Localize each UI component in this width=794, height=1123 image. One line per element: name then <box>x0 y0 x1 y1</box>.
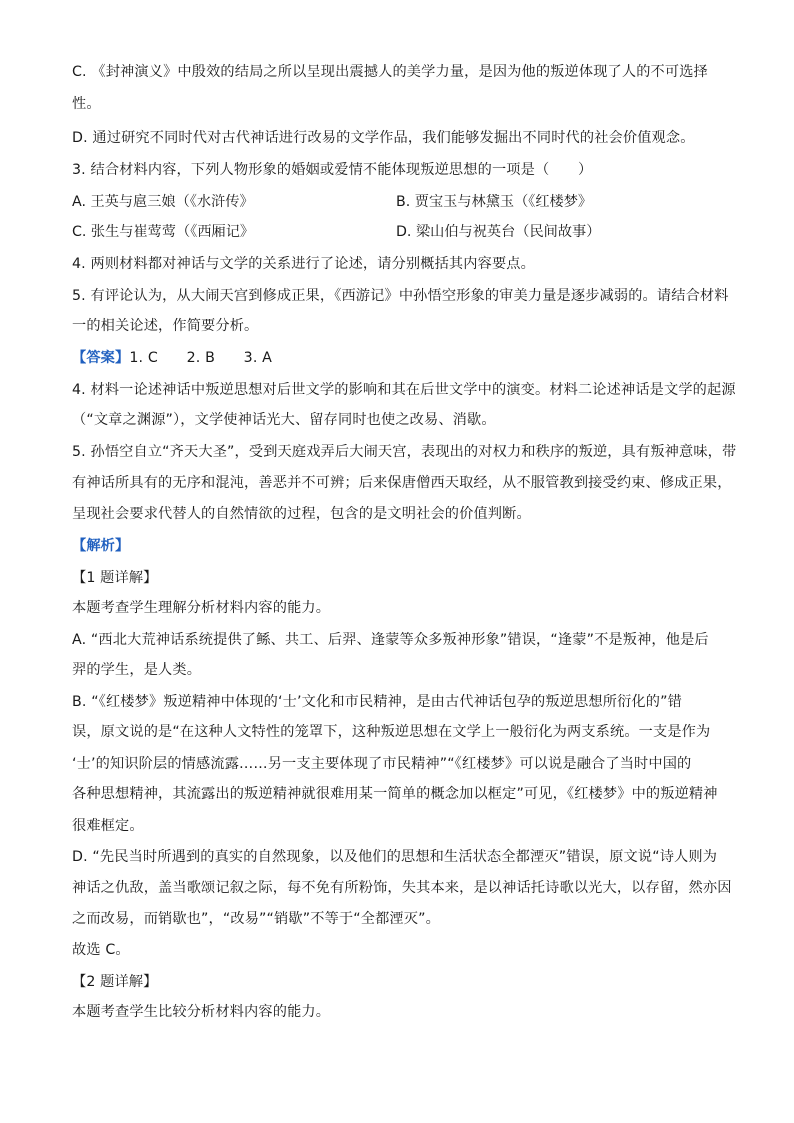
answer-values: 1. C 2. B 3. A <box>129 350 272 366</box>
question-5-line1: 5. 有评论认为，从大闹天宫到修成正果，《西游记》中孙悟空形象的审美力量是逐步减弱的。请结合材料 <box>72 288 729 304</box>
question-3: 3. 结合材料内容，下列人物形象的婚姻或爱情不能体现叛逆思想的一项是（ ） <box>72 162 593 178</box>
analysis-label: 【解析】 <box>72 538 130 554</box>
option-c-line2: 性。 <box>72 96 101 112</box>
answer-4-line1: 4. 材料一论述神话中叛逆思想对后世文学的影响和其在后世文学中的演变。材料二论述神话是文学的起源 <box>72 382 736 398</box>
answer-label: 【答案】 <box>72 350 130 366</box>
detail-2-label: 【2 题详解】 <box>72 974 158 990</box>
detail-1-intro: 本题考查学生理解分析材料内容的能力。 <box>72 600 331 616</box>
detail-1-b-line2: 误，原文说的是“在这种人文特性的笼罩下，这种叛逆思想在文学上一般衍化为两支系统。一支是作为 <box>72 724 711 740</box>
q3-option-a: A. 王英与扈三娘（《水浒传》 <box>72 194 254 210</box>
detail-1-b-line5: 很难框定。 <box>72 818 144 834</box>
answer-row <box>72 348 272 368</box>
detail-1-b-line4: 各种思想精神，其流露出的叛逆精神就很难用某一简单的概念加以框定”可见，《红楼梦》中的叛逆精神 <box>72 786 718 802</box>
option-c-line1: C. 《封神演义》中殷效的结局之所以呈现出震撼人的美学力量，是因为他的叛逆体现了人的不可选择 <box>72 64 708 80</box>
q3-option-d: D. 梁山伯与祝英台（民间故事） <box>396 224 601 240</box>
detail-1-a-line2: 羿的学生，是人类。 <box>72 662 202 678</box>
answer-5-line3: 呈现社会要求代替人的自然情欲的过程，包含的是文明社会的价值判断。 <box>72 506 531 522</box>
answer-5-line2: 有神话所具有的无序和混沌，善恶并不可辨；后来保唐僧西天取经，从不服管教到接受约束、修成正果， <box>72 475 732 491</box>
option-d-line: D. 通过研究不同时代对古代神话进行改易的文学作品，我们能够发掘出不同时代的社会价值观念。 <box>72 130 695 146</box>
detail-2-intro: 本题考查学生比较分析材料内容的能力。 <box>72 1004 331 1020</box>
detail-1-d-line1: D. “先民当时所遇到的真实的自然现象，以及他们的思想和生活状态全都湮灭”错误，原文说“诗人则为 <box>72 849 718 865</box>
detail-1-conclusion: 故选 C。 <box>72 942 130 958</box>
question-5-line2: 一的相关论述，作简要分析。 <box>72 318 259 334</box>
detail-1-b-line1: B. “《红楼梦》叛逆精神中体现的‘士’文化和市民精神，是由古代神话包孕的叛逆思想所衍化的”错 <box>72 694 682 710</box>
question-4: 4. 两则材料都对神话与文学的关系进行了论述，请分别概括其内容要点。 <box>72 256 535 272</box>
detail-1-a-line1: A. “西北大荒神话系统提供了鲧、共工、后羿、逢蒙等众多叛神形象”错误，“逢蒙”不是叛神，他是后 <box>72 632 709 648</box>
detail-1-d-line2: 神话之仇敌，盖当歌颂记叙之际，每不免有所粉饰，失其本来，是以神话托诗歌以光大，以存留，然亦因 <box>72 880 732 896</box>
answer-4-line2: （“文章之渊源”），文学使神话光大、留存同时也使之改易、消歇。 <box>72 412 496 428</box>
q3-option-c: C. 张生与崔莺莺（《西厢记》 <box>72 224 255 240</box>
q3-option-b: B. 贾宝玉与林黛玉（《红楼梦》 <box>396 194 593 210</box>
detail-1-d-line3: 之而改易，而销歇也”，“改易”“销歇”不等于“全都湮灭”。 <box>72 911 440 927</box>
detail-1-b-line3: ‘士’的知识阶层的情感流露……另一支主要体现了市民精神”“《红楼梦》可以说是融合了当时中国的 <box>72 756 692 772</box>
answer-5-line1: 5. 孙悟空自立“齐天大圣”，受到天庭戏弄后大闹天宫，表现出的对权力和秩序的叛逆，具有叛神意味，带 <box>72 444 737 460</box>
detail-1-label: 【1 题详解】 <box>72 570 158 586</box>
